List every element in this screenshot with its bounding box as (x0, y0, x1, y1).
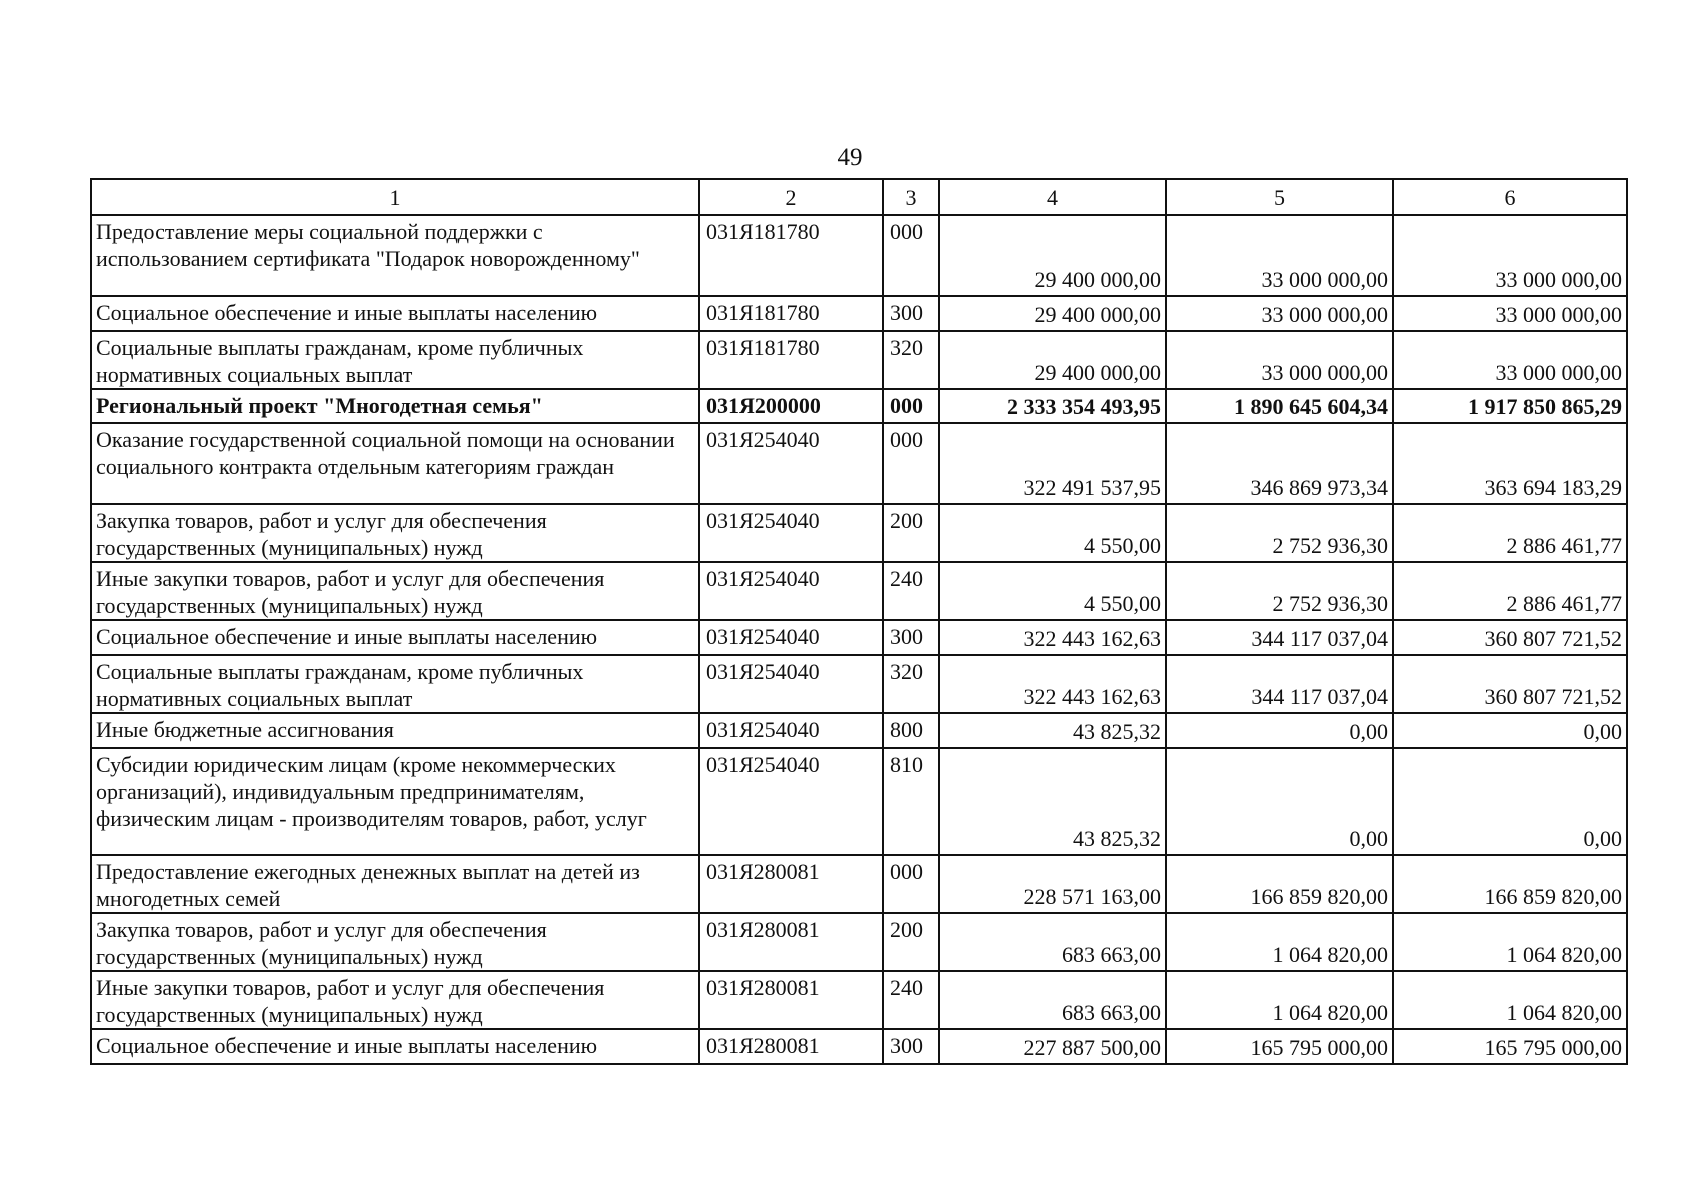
table-row (91, 913, 1627, 971)
row-type-cell: 320 (883, 655, 939, 713)
row-type-cell: 320 (883, 331, 939, 389)
row-value-col5: 33 000 000,00 (1166, 331, 1393, 389)
row-name-cell: Региональный проект "Многодетная семья" (91, 389, 699, 423)
row-code-cell: 031Я280081 (699, 855, 883, 913)
table-row (91, 562, 1627, 620)
row-value-col6: 0,00 (1393, 748, 1627, 855)
row-name-cell: Социальное обеспечение и иные выплаты населению (91, 620, 699, 655)
row-name-cell: Социальные выплаты гражданам, кроме публичных нормативных социальных выплат (91, 331, 699, 389)
row-value-col6: 1 917 850 865,29 (1393, 389, 1627, 423)
row-value-col4: 29 400 000,00 (939, 215, 1166, 296)
header-row (91, 179, 1627, 215)
table-row (91, 389, 1627, 423)
row-value-col6: 33 000 000,00 (1393, 331, 1627, 389)
row-type-cell: 300 (883, 1029, 939, 1064)
row-value-col5: 165 795 000,00 (1166, 1029, 1393, 1064)
row-code-cell: 031Я181780 (699, 296, 883, 331)
header-cell-3: 3 (883, 179, 939, 215)
row-value-col4: 228 571 163,00 (939, 855, 1166, 913)
row-value-col6: 2 886 461,77 (1393, 504, 1627, 562)
row-type-cell: 300 (883, 620, 939, 655)
row-code-cell: 031Я181780 (699, 331, 883, 389)
row-value-col4: 4 550,00 (939, 562, 1166, 620)
table-row (91, 655, 1627, 713)
page-number: 49 (837, 144, 863, 171)
table-row (91, 296, 1627, 331)
row-value-col6: 33 000 000,00 (1393, 215, 1627, 296)
row-code-cell: 031Я280081 (699, 1029, 883, 1064)
row-value-col6: 2 886 461,77 (1393, 562, 1627, 620)
row-value-col6: 363 694 183,29 (1393, 423, 1627, 504)
row-value-col5: 1 890 645 604,34 (1166, 389, 1393, 423)
row-code-cell: 031Я280081 (699, 971, 883, 1029)
header-cell-6: 6 (1393, 179, 1627, 215)
row-value-col6: 360 807 721,52 (1393, 620, 1627, 655)
row-type-cell: 000 (883, 855, 939, 913)
row-name-cell: Закупка товаров, работ и услуг для обеспечения государственных (муниципальных) нужд (91, 504, 699, 562)
row-type-cell: 800 (883, 713, 939, 748)
row-value-col4: 322 491 537,95 (939, 423, 1166, 504)
row-name-cell: Иные закупки товаров, работ и услуг для обеспечения государственных (муниципальных) нужд (91, 971, 699, 1029)
row-value-col5: 1 064 820,00 (1166, 913, 1393, 971)
row-code-cell: 031Я200000 (699, 389, 883, 423)
row-value-col4: 29 400 000,00 (939, 331, 1166, 389)
row-code-cell: 031Я254040 (699, 504, 883, 562)
table-row (91, 1029, 1627, 1064)
row-value-col4: 322 443 162,63 (939, 620, 1166, 655)
row-value-col6: 1 064 820,00 (1393, 971, 1627, 1029)
row-code-cell: 031Я254040 (699, 562, 883, 620)
row-code-cell: 031Я254040 (699, 655, 883, 713)
header-cell-2: 2 (699, 179, 883, 215)
header-cell-5: 5 (1166, 179, 1393, 215)
row-name-cell: Предоставление меры социальной поддержки с использованием сертификата "Подарок новорожденному" (91, 215, 699, 296)
table-row (91, 620, 1627, 655)
row-value-col5: 33 000 000,00 (1166, 215, 1393, 296)
row-value-col6: 33 000 000,00 (1393, 296, 1627, 331)
row-code-cell: 031Я254040 (699, 620, 883, 655)
row-value-col5: 344 117 037,04 (1166, 620, 1393, 655)
row-value-col5: 166 859 820,00 (1166, 855, 1393, 913)
row-value-col4: 322 443 162,63 (939, 655, 1166, 713)
row-type-cell: 240 (883, 562, 939, 620)
row-value-col4: 683 663,00 (939, 971, 1166, 1029)
row-code-cell: 031Я254040 (699, 423, 883, 504)
row-value-col5: 344 117 037,04 (1166, 655, 1393, 713)
table-row (91, 423, 1627, 504)
row-type-cell: 200 (883, 504, 939, 562)
row-value-col5: 0,00 (1166, 713, 1393, 748)
row-type-cell: 000 (883, 389, 939, 423)
row-name-cell: Оказание государственной социальной помощи на основании социального контракта отдельным категориям граждан (91, 423, 699, 504)
row-name-cell: Предоставление ежегодных денежных выплат на детей из многодетных семей (91, 855, 699, 913)
row-type-cell: 000 (883, 215, 939, 296)
row-code-cell: 031Я181780 (699, 215, 883, 296)
budget-table (90, 178, 1628, 1065)
row-value-col5: 2 752 936,30 (1166, 562, 1393, 620)
row-value-col6: 1 064 820,00 (1393, 913, 1627, 971)
header-cell-4: 4 (939, 179, 1166, 215)
row-value-col5: 1 064 820,00 (1166, 971, 1393, 1029)
row-value-col6: 360 807 721,52 (1393, 655, 1627, 713)
table-row (91, 215, 1627, 296)
row-code-cell: 031Я254040 (699, 748, 883, 855)
row-value-col4: 4 550,00 (939, 504, 1166, 562)
row-value-col4: 43 825,32 (939, 713, 1166, 748)
table-row (91, 504, 1627, 562)
row-name-cell: Субсидии юридическим лицам (кроме некоммерческих организаций), индивидуальным предпринимателям, физическим лицам - производителям товаров, работ, услуг (91, 748, 699, 855)
row-value-col5: 0,00 (1166, 748, 1393, 855)
table-row (91, 748, 1627, 855)
row-value-col4: 29 400 000,00 (939, 296, 1166, 331)
row-name-cell: Иные закупки товаров, работ и услуг для обеспечения государственных (муниципальных) нужд (91, 562, 699, 620)
row-value-col6: 0,00 (1393, 713, 1627, 748)
row-type-cell: 200 (883, 913, 939, 971)
row-code-cell: 031Я254040 (699, 713, 883, 748)
row-name-cell: Закупка товаров, работ и услуг для обеспечения государственных (муниципальных) нужд (91, 913, 699, 971)
row-value-col4: 43 825,32 (939, 748, 1166, 855)
row-value-col5: 2 752 936,30 (1166, 504, 1393, 562)
row-code-cell: 031Я280081 (699, 913, 883, 971)
row-value-col4: 683 663,00 (939, 913, 1166, 971)
row-value-col4: 227 887 500,00 (939, 1029, 1166, 1064)
row-type-cell: 300 (883, 296, 939, 331)
row-name-cell: Социальное обеспечение и иные выплаты населению (91, 296, 699, 331)
table-row (91, 331, 1627, 389)
row-value-col5: 33 000 000,00 (1166, 296, 1393, 331)
row-name-cell: Социальное обеспечение и иные выплаты населению (91, 1029, 699, 1064)
row-value-col5: 346 869 973,34 (1166, 423, 1393, 504)
table-row (91, 971, 1627, 1029)
header-cell-1: 1 (91, 179, 699, 215)
table-row (91, 855, 1627, 913)
row-type-cell: 240 (883, 971, 939, 1029)
table-body (91, 179, 1627, 1064)
row-value-col6: 165 795 000,00 (1393, 1029, 1627, 1064)
row-value-col4: 2 333 354 493,95 (939, 389, 1166, 423)
row-name-cell: Социальные выплаты гражданам, кроме публичных нормативных социальных выплат (91, 655, 699, 713)
row-name-cell: Иные бюджетные ассигнования (91, 713, 699, 748)
table-row (91, 713, 1627, 748)
row-type-cell: 810 (883, 748, 939, 855)
row-type-cell: 000 (883, 423, 939, 504)
row-value-col6: 166 859 820,00 (1393, 855, 1627, 913)
